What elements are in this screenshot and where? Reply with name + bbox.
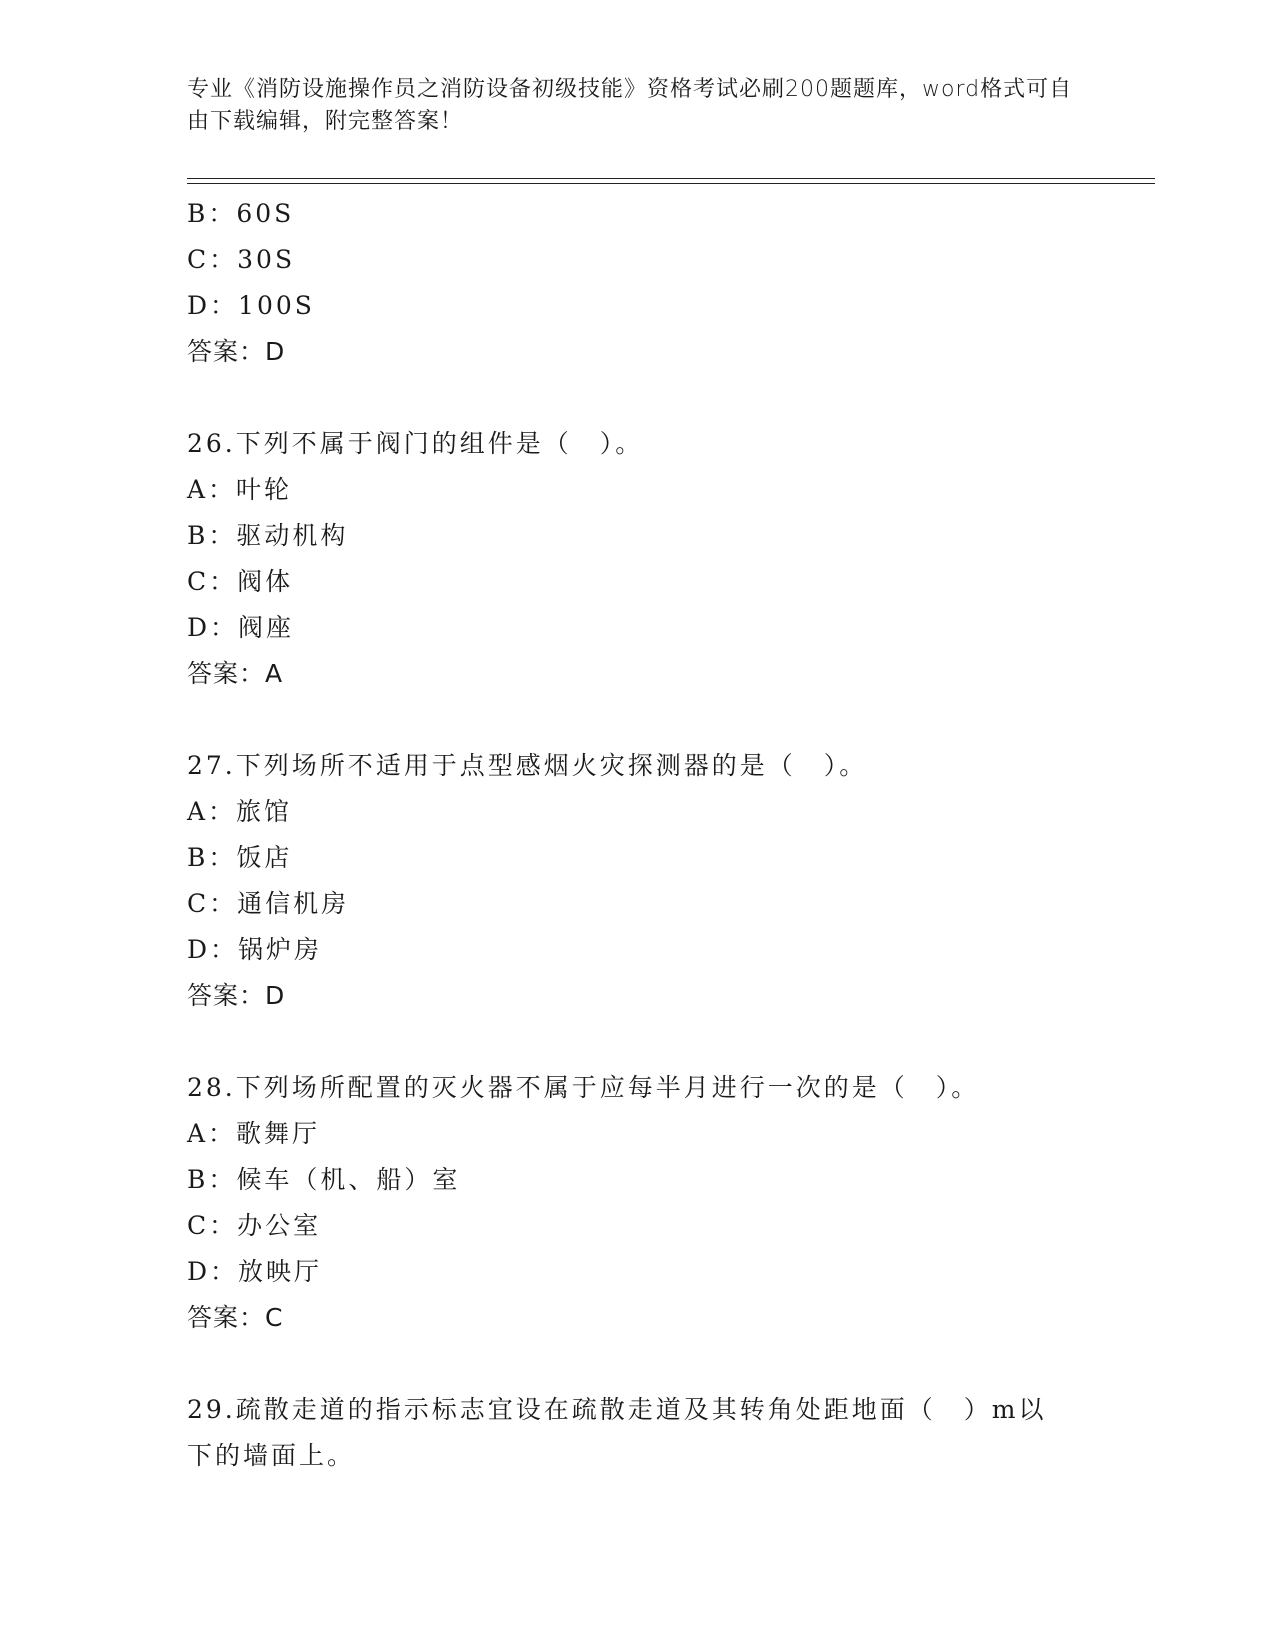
header-rule-bottom (187, 183, 1155, 184)
option-c: C：通信机房 (187, 889, 350, 918)
question-stem: 29.疏散走道的指示标志宜设在疏散走道及其转角处距地面（ ）m以下的墙面上。 (187, 1395, 1047, 1470)
answer-line: 答案：D (187, 981, 286, 1010)
document-header: 专业《消防设施操作员之消防设备初级技能》资格考试必刷200题题库，word格式可自由下载编辑，附完整答案！ (187, 77, 1073, 134)
option-d: D：阀座 (187, 613, 295, 642)
option-b: B：60S (187, 199, 295, 228)
option-b: B：候车（机、船）室 (187, 1165, 461, 1194)
spacer (187, 697, 1087, 743)
option-d: D：100S (187, 291, 315, 320)
option-a: A：叶轮 (187, 475, 293, 504)
option-c: C：阀体 (187, 567, 294, 596)
option-d: D：锅炉房 (187, 935, 323, 964)
option-a: A：旅馆 (187, 797, 293, 826)
spacer (187, 1019, 1087, 1065)
option-b: B：饭店 (187, 843, 293, 872)
spacer (187, 375, 1087, 421)
option-c: C：办公室 (187, 1211, 322, 1240)
spacer (187, 1341, 1087, 1387)
question-list (187, 191, 1087, 1479)
question-stem: 26.下列不属于阀门的组件是（ ）。 (187, 429, 644, 458)
header-rule-top (187, 178, 1155, 179)
option-b: B：驱动机构 (187, 521, 349, 550)
answer-line: 答案：D (187, 337, 286, 366)
option-d: D：放映厅 (187, 1257, 323, 1286)
answer-line: 答案：A (187, 659, 284, 688)
option-a: A：歌舞厅 (187, 1119, 321, 1148)
answer-line: 答案：C (187, 1303, 284, 1332)
option-c: C：30S (187, 245, 296, 274)
question-stem: 28.下列场所配置的灭火器不属于应每半月进行一次的是（ ）。 (187, 1073, 980, 1102)
question-stem: 27.下列场所不适用于点型感烟火灾探测器的是（ ）。 (187, 751, 868, 780)
